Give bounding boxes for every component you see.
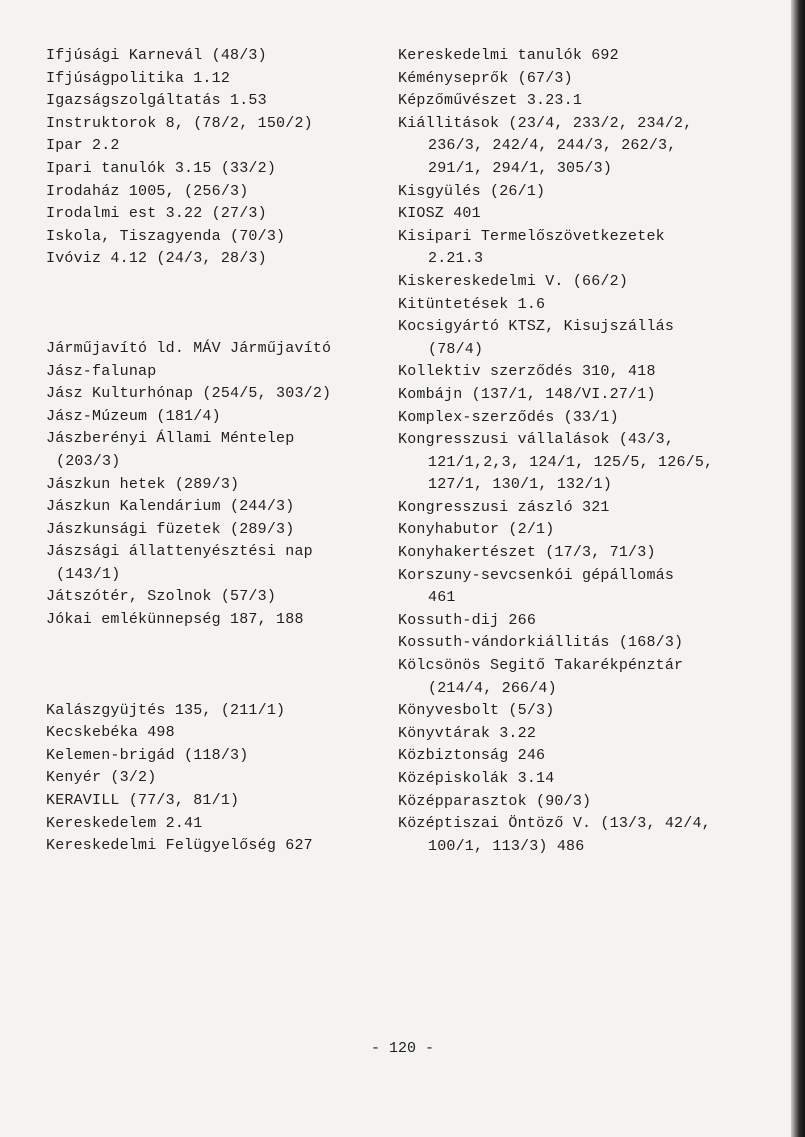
index-entry: Középparasztok (90/3) <box>398 792 592 810</box>
index-entry: Irodaház 1005, (256/3) <box>46 182 249 200</box>
index-entry: Ipari tanulók 3.15 (33/2) <box>46 159 277 177</box>
group-spacer <box>46 271 391 338</box>
index-entry: Kenyér (3/2) <box>46 769 157 787</box>
index-entry: Játszótér, Szolnok (57/3) <box>46 588 277 606</box>
index-entry-continuation: (78/4) <box>428 340 484 358</box>
index-entry: Kossuth-vándorkiállitás (168/3) <box>398 634 684 652</box>
index-entry: Kisgyülés (26/1) <box>398 182 546 200</box>
index-entry: Kiállitások (23/4, 233/2, 234/2, <box>398 114 693 132</box>
index-entry: Jász Kulturhónap (254/5, 303/2) <box>46 385 332 403</box>
index-entry: Kongresszusi vállalások (43/3, <box>398 431 675 449</box>
index-entry: Kölcsönös Segitő Takarékpénztár <box>398 657 684 675</box>
index-entry: Középiskolák 3.14 <box>398 770 555 787</box>
index-entry: Jász-Múzeum (181/4) <box>46 407 221 425</box>
index-entry: Konyhabutor (2/1) <box>398 521 555 539</box>
index-entry: Kecskebéka 498 <box>46 724 175 742</box>
index-entry: Közbiztonság 246 <box>398 747 546 765</box>
index-entry-continuation: 236/3, 242/4, 244/3, 262/3, <box>428 137 677 155</box>
index-entry: KIOSZ 401 <box>398 205 481 223</box>
index-entry: Jókai emlékünnepség 187, 188 <box>46 611 304 629</box>
index-entry: Kisipari Termelőszövetkezetek <box>398 227 665 245</box>
index-entry-continuation: 121/1,2,3, 124/1, 125/5, 126/5, <box>428 453 714 471</box>
index-entry: Ivóviz 4.12 (24/3, 28/3) <box>46 250 267 268</box>
left-index-column <box>46 45 391 858</box>
index-entry: Kocsigyártó KTSZ, Kisujszállás <box>398 318 675 336</box>
index-entry: Jász-falunap <box>46 362 157 380</box>
right-index-column <box>398 45 793 858</box>
index-entry: Jászsági állattenyésztési nap <box>46 543 313 561</box>
index-entry: Kossuth-dij 266 <box>398 611 537 629</box>
index-entry: Kelemen-brigád (118/3) <box>46 746 249 764</box>
index-entry: Kongresszusi zászló 321 <box>398 498 610 516</box>
group-spacer <box>46 632 391 700</box>
index-entry: Korszuny-sevcsenkói gépállomás <box>398 566 675 584</box>
index-entry: Jászberényi Állami Méntelep <box>46 430 295 448</box>
index-entry-continuation: 291/1, 294/1, 305/3) <box>428 159 613 177</box>
index-entry-continuation: 100/1, 113/3) 486 <box>428 837 585 855</box>
index-entry: Járműjavító ld. MÁV Járműjavító <box>46 339 332 357</box>
index-entry: Kollektiv szerződés 310, 418 <box>398 363 656 381</box>
index-group-i <box>46 45 391 271</box>
index-entry: Konyhakertészet (17/3, 71/3) <box>398 544 656 562</box>
index-entry-continuation: 2.21.3 <box>428 250 484 268</box>
index-entry: Irodalmi est 3.22 (27/3) <box>46 205 267 223</box>
index-entry: Kereskedelmi Felügyelőség 627 <box>46 837 313 855</box>
index-entry: Jászkunsági füzetek (289/3) <box>46 520 295 538</box>
index-entry: Iskola, Tiszagyenda (70/3) <box>46 227 286 245</box>
index-entry: Ifjúságpolitika 1.12 <box>46 69 231 87</box>
index-entry: Instruktorok 8, (78/2, 150/2) <box>46 114 313 132</box>
index-entry-continuation: 461 <box>428 589 456 607</box>
index-entry: Kombájn (137/1, 148/VI.27/1) <box>398 385 656 403</box>
index-entry-continuation: (143/1) <box>56 565 121 583</box>
page-edge-shadow <box>791 0 805 1137</box>
index-entry: Kalászgyüjtés 135, (211/1) <box>46 701 286 719</box>
index-entry: Kitüntetések 1.6 <box>398 295 546 313</box>
index-entry: Könyvtárak 3.22 <box>398 724 537 742</box>
index-entry: Kereskedelmi tanulók 692 <box>398 47 619 64</box>
index-entry: Könyvesbolt (5/3) <box>398 702 555 720</box>
page-number: - 120 - <box>370 1040 434 1057</box>
index-entry: KERAVILL (77/3, 81/1) <box>46 792 240 810</box>
index-entry-continuation: 127/1, 130/1, 132/1) <box>428 476 613 494</box>
index-group-k <box>46 700 391 858</box>
index-entry: Jászkun Kalendárium (244/3) <box>46 498 295 516</box>
index-entry: Igazságszolgáltatás 1.53 <box>46 92 267 110</box>
index-entry: Ipar 2.2 <box>46 137 120 155</box>
index-entry: Ifjúsági Karnevál (48/3) <box>46 47 267 64</box>
index-group-j <box>46 338 391 632</box>
index-entry: Jászkun hetek (289/3) <box>46 475 240 493</box>
index-entry-continuation: (214/4, 266/4) <box>428 679 557 697</box>
index-entry: Képzőművészet 3.23.1 <box>398 92 583 110</box>
index-entry-continuation: (203/3) <box>56 452 121 470</box>
index-entry: Komplex-szerződés (33/1) <box>398 408 619 426</box>
index-entry: Kereskedelem 2.41 <box>46 814 203 832</box>
index-entry: Kiskereskedelmi V. (66/2) <box>398 272 629 290</box>
index-entry: Kéményseprők (67/3) <box>398 69 573 87</box>
index-entry: Középtiszai Öntöző V. (13/3, 42/4, <box>398 815 711 833</box>
